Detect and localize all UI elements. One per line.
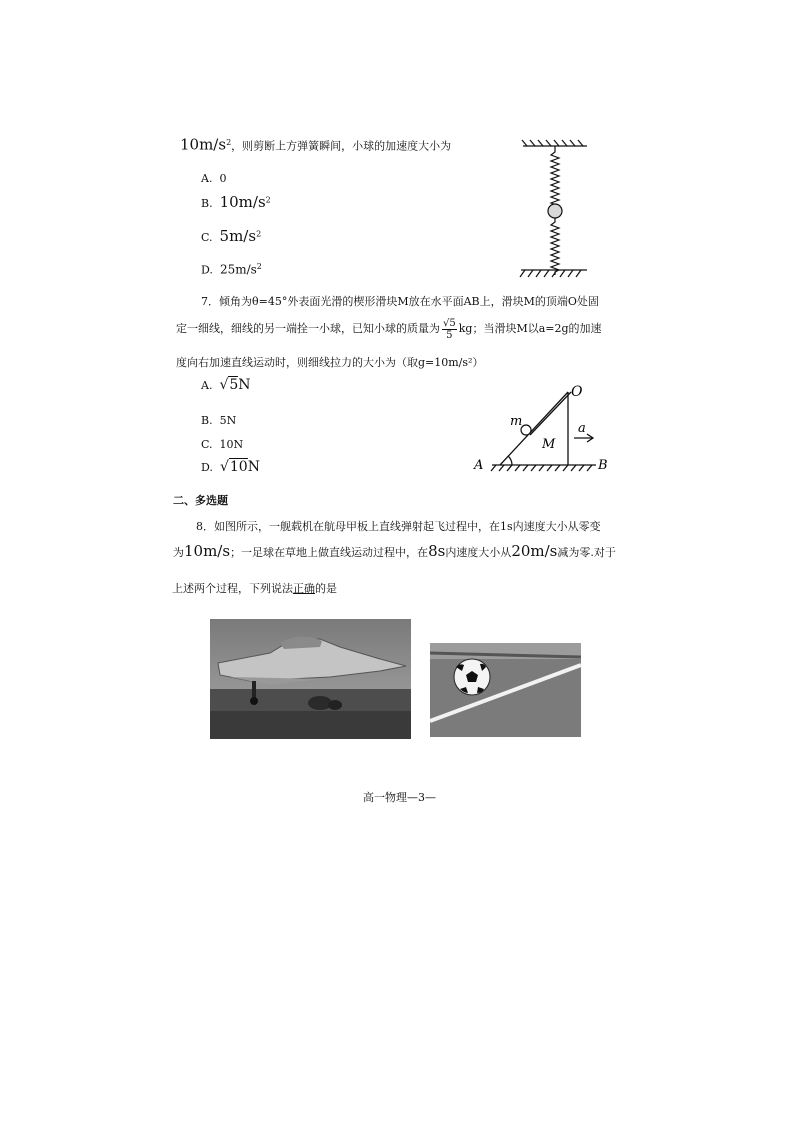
q8-text: 内速度大小从 xyxy=(445,546,512,559)
q6-stem xyxy=(180,136,451,154)
label-m-big: M xyxy=(542,437,556,452)
option-letter: D. xyxy=(201,263,213,277)
q7-line2 xyxy=(176,316,602,342)
q7-option-c xyxy=(201,438,243,451)
q8-text: 为 xyxy=(173,546,184,559)
ball xyxy=(548,204,562,218)
option-value: 0 xyxy=(219,172,227,185)
q8-time: 8s xyxy=(428,542,446,560)
wedge-figure xyxy=(468,380,618,480)
option-letter: B. xyxy=(201,414,213,427)
sqrt-expression: √10N xyxy=(219,459,260,475)
small-ball xyxy=(521,425,531,435)
jet-gear xyxy=(252,681,256,699)
label-point-a: A xyxy=(474,458,484,473)
q6-option-b xyxy=(201,193,271,211)
option-exp: 2 xyxy=(256,262,262,271)
q7-mass-fraction xyxy=(442,318,457,341)
option-letter: A. xyxy=(201,172,213,185)
q6-option-d xyxy=(201,262,262,277)
option-value: 5m/s xyxy=(219,227,257,245)
spring-ball-figure xyxy=(515,138,595,280)
option-exp: 2 xyxy=(265,195,271,205)
page-footer: 高一物理—3— xyxy=(363,791,436,804)
radicand: 5 xyxy=(229,377,239,393)
label-point-b: B xyxy=(598,458,608,473)
q8-line3 xyxy=(172,582,337,596)
q7-option-b xyxy=(201,414,236,427)
lower-spring xyxy=(551,218,559,275)
angle-arc xyxy=(508,456,512,465)
option-value: 10m/s xyxy=(219,193,266,211)
q6-stem-text: ，则剪断上方弹簧瞬间，小球的加速度大小为 xyxy=(231,139,452,153)
jet-photo-deck-near xyxy=(210,711,411,739)
q8-line1: 8．如图所示，一舰载机在航母甲板上直线弹射起飞过程中，在1s内速度大小从零变 xyxy=(196,520,601,533)
q6-option-c xyxy=(201,227,261,245)
q8-text: ；一足球在草地上做直线运动过程中，在 xyxy=(230,546,429,559)
q8-emphasis: 正确 xyxy=(293,582,315,595)
q7-option-d xyxy=(201,459,260,475)
q6-stem-value: 10m/s xyxy=(180,135,227,154)
q8-speed-1: 10m/s xyxy=(184,542,231,560)
option-value: 5N xyxy=(219,414,237,427)
option-letter: C. xyxy=(201,231,213,244)
unit: N xyxy=(247,459,260,475)
q8-text: 减为零.对于 xyxy=(557,546,616,559)
label-o: O xyxy=(571,384,583,400)
fraction-denominator: 5 xyxy=(446,329,453,341)
option-exp: 2 xyxy=(256,229,262,239)
deck-crew xyxy=(308,696,332,710)
soccer-photo xyxy=(430,643,581,737)
jet-wheel xyxy=(250,697,258,705)
q8-text: 的是 xyxy=(315,582,337,595)
q7-line2-text: 定一细线，细线的另一端拴一小球，已知小球的质量为 xyxy=(176,322,440,335)
string-line xyxy=(530,392,571,435)
floor-hatch xyxy=(520,270,581,277)
option-letter: A. xyxy=(201,379,213,392)
option-letter: B. xyxy=(201,197,213,210)
label-m-small: m xyxy=(510,414,523,429)
option-letter: C. xyxy=(201,438,213,451)
q7-line1: 7．倾角为θ=45°外表面光滑的楔形滑块M放在水平面AB上，滑块M的顶端O处固 xyxy=(201,295,599,308)
ground-hatch xyxy=(491,465,592,471)
radicand: 10 xyxy=(229,459,248,475)
q6-stem-exp: 2 xyxy=(226,138,232,147)
unit: N xyxy=(238,377,251,393)
ceiling-hatch xyxy=(522,140,583,146)
q7-option-a xyxy=(201,377,251,393)
deck-crew-2 xyxy=(328,700,342,710)
option-value: 25m/s xyxy=(219,262,257,277)
q8-line2 xyxy=(173,544,616,560)
q7-line3: 度向右加速直线运动时，则细线拉力的大小为（取g=10m/s²） xyxy=(176,356,484,369)
q8-speed-2: 20m/s xyxy=(511,542,558,560)
label-a: a xyxy=(578,421,586,436)
option-value: 10N xyxy=(219,438,244,451)
q8-text: 上述两个过程，下列说法 xyxy=(172,582,293,595)
sqrt-expression: √5N xyxy=(219,377,251,393)
jet-photo xyxy=(210,619,411,739)
q6-option-a xyxy=(201,172,226,185)
section-heading: 二、多选题 xyxy=(173,494,228,507)
option-letter: D. xyxy=(201,461,213,474)
fraction-numerator: √5 xyxy=(443,317,456,329)
q7-line2-text-end: kg；当滑块M以a=2g的加速 xyxy=(458,322,602,335)
